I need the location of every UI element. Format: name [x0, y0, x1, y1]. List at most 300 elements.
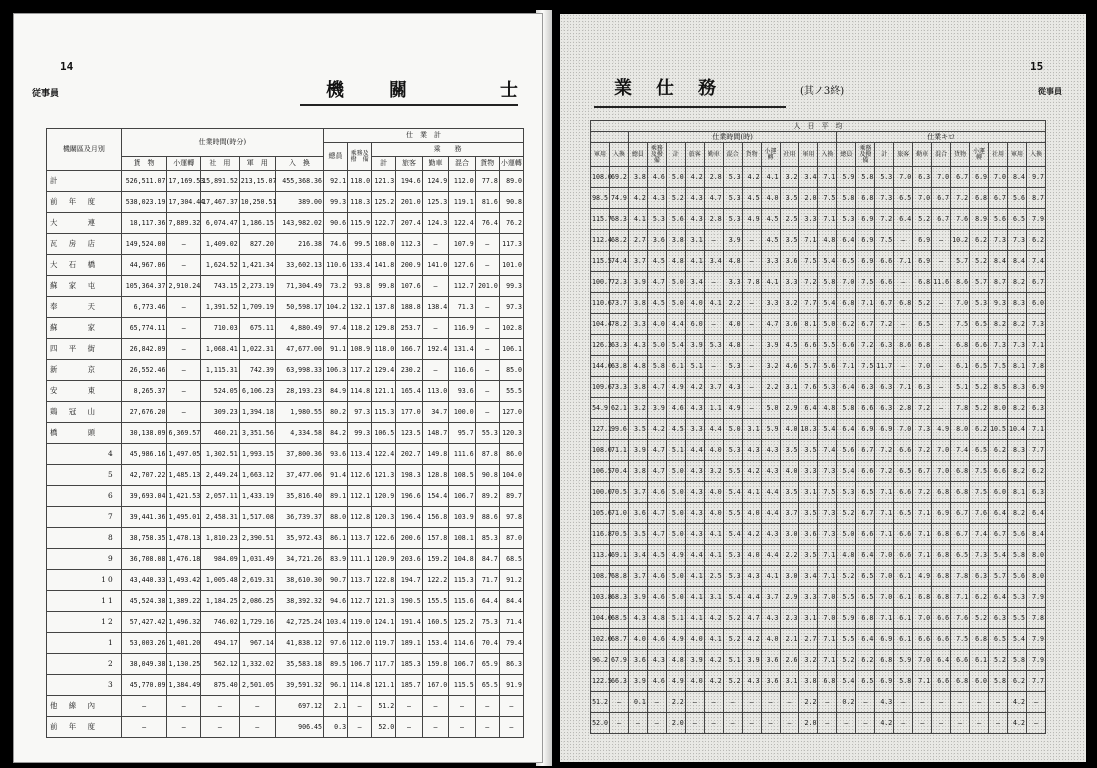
table-cell: 148.7	[422, 423, 449, 444]
table-cell: 116.9	[449, 318, 476, 339]
table-cell: 112.7	[449, 276, 476, 297]
table-cell: 4.1	[704, 545, 723, 566]
table-cell: 7.2	[799, 272, 818, 293]
table-cell: 177.0	[396, 402, 423, 423]
table-cell: 122.4	[449, 213, 476, 234]
table-cell: 2.0	[799, 188, 818, 209]
table-cell: 8.4	[1026, 524, 1045, 545]
table-cell: 5.4	[723, 524, 742, 545]
table-cell: 4.0	[780, 419, 799, 440]
table-cell: 6,106.23	[239, 381, 275, 402]
table-cell: —	[449, 717, 476, 738]
table-cell: 8.6	[894, 335, 913, 356]
table-cell: 4.1	[704, 524, 723, 545]
table-cell: 7.0	[818, 608, 837, 629]
table-row	[591, 482, 1046, 503]
table-cell: 97.3	[348, 402, 372, 423]
table-cell: 65,774.11	[121, 318, 167, 339]
table-cell: 6.3	[1026, 398, 1045, 419]
table-cell: 7.0	[875, 545, 894, 566]
table-cell: 7.5	[799, 251, 818, 272]
table-cell: 35,816.40	[275, 486, 323, 507]
row-header: 機關區及月別	[47, 129, 122, 171]
table-cell: 126.3	[591, 335, 610, 356]
table-cell: 5.8	[818, 272, 837, 293]
table-cell: 8.1	[799, 314, 818, 335]
table-cell: 5.2	[723, 671, 742, 692]
right-col-header-22: 軍用	[1007, 143, 1026, 167]
table-cell: 200.6	[396, 528, 423, 549]
col-header-time-2: 社 用	[201, 157, 240, 171]
table-cell: 8.5	[989, 377, 1008, 398]
table-cell: 83.9	[323, 549, 347, 570]
table-cell: —	[685, 692, 704, 713]
table-cell: 7.2	[875, 209, 894, 230]
table-cell: 6.4	[856, 629, 875, 650]
table-cell: 127.1	[591, 419, 610, 440]
table-cell: —	[742, 230, 761, 251]
table-row	[591, 524, 1046, 545]
table-row	[591, 566, 1046, 587]
table-cell: 4.3	[742, 566, 761, 587]
table-cell: 6.7	[951, 524, 970, 545]
table-cell: 5.4	[989, 545, 1008, 566]
table-cell: 18,117.36	[121, 213, 167, 234]
table-cell: 7.0	[913, 608, 932, 629]
table-cell: 7.3	[875, 188, 894, 209]
table-cell: 119.1	[449, 192, 476, 213]
table-cell: 6.5	[856, 671, 875, 692]
table-cell: 6.6	[856, 398, 875, 419]
table-cell: 4.6	[647, 587, 666, 608]
table-cell: 3.9	[685, 335, 704, 356]
table-cell: 4.0	[761, 629, 780, 650]
table-cell: 64.4	[475, 591, 499, 612]
table-cell: 63.3	[609, 335, 628, 356]
table-cell: —	[475, 318, 499, 339]
table-cell: —	[1026, 692, 1045, 713]
table-cell: 62.1	[609, 398, 628, 419]
table-cell: 3.3	[780, 272, 799, 293]
table-cell: 8.1	[1007, 482, 1026, 503]
table-cell: 5.5	[723, 461, 742, 482]
table-cell: 7.1	[818, 629, 837, 650]
table-cell: 5.2	[970, 398, 989, 419]
table-cell: 93.8	[348, 276, 372, 297]
table-row	[591, 167, 1046, 188]
table-cell: 7.3	[818, 503, 837, 524]
table-cell: —	[932, 713, 951, 734]
table-cell: 113.4	[348, 444, 372, 465]
table-cell: 6.1	[894, 629, 913, 650]
table-cell: 1,384.49	[167, 675, 201, 696]
table-cell: 4.2	[875, 713, 894, 734]
table-cell: —	[704, 314, 723, 335]
table-cell: 3.5	[780, 188, 799, 209]
table-cell: 7.5	[818, 482, 837, 503]
table-cell: 7.8	[951, 566, 970, 587]
table-cell: 65.9	[475, 654, 499, 675]
table-cell: 6.5	[856, 587, 875, 608]
table-cell: 36,708.08	[121, 549, 167, 570]
table-cell: 1,478.13	[167, 528, 201, 549]
table-cell: 5.9	[837, 167, 856, 188]
table-cell: 8.0	[1026, 545, 1045, 566]
table-cell: 5.9	[837, 608, 856, 629]
table-cell: 74.9	[609, 188, 628, 209]
table-cell: 5.6	[666, 209, 685, 230]
table-cell: 109.6	[591, 377, 610, 398]
table-cell: 3.6	[799, 524, 818, 545]
table-cell: 7.5	[951, 629, 970, 650]
table-cell: 4.6	[647, 629, 666, 650]
table-cell: 7.2	[913, 482, 932, 503]
table-cell: 7.1	[818, 167, 837, 188]
table-cell: 5.5	[837, 587, 856, 608]
table-cell: —	[780, 713, 799, 734]
table-cell: 2.2	[761, 377, 780, 398]
table-cell: 6.6	[894, 440, 913, 461]
table-cell: 4.2	[704, 671, 723, 692]
table-cell: 47,677.00	[275, 339, 323, 360]
table-cell: 4.7	[704, 188, 723, 209]
table-cell: 7.6	[799, 377, 818, 398]
table-cell: 6.7	[951, 503, 970, 524]
table-cell: 3.0	[780, 524, 799, 545]
col-header-duty-5: 小運轉	[499, 157, 523, 171]
table-cell: —	[951, 713, 970, 734]
table-cell: 86.0	[499, 444, 523, 465]
table-cell: 7.9	[1026, 209, 1045, 230]
table-cell: 4.6	[666, 398, 685, 419]
table-cell: 104.0	[591, 608, 610, 629]
table-cell: 6.8	[837, 293, 856, 314]
table-cell: 65.5	[475, 675, 499, 696]
table-cell: 93.6	[323, 444, 347, 465]
table-cell: 41,838.12	[275, 633, 323, 654]
table-row	[591, 209, 1046, 230]
table-cell: 2.2	[666, 692, 685, 713]
table-cell: 97.3	[499, 297, 523, 318]
table-cell: 5.4	[818, 419, 837, 440]
table-cell: 103.4	[323, 612, 347, 633]
table-cell: 3.9	[647, 398, 666, 419]
table-cell: 1,709.19	[239, 297, 275, 318]
table-cell: 4.5	[780, 335, 799, 356]
table-cell: 107.9	[449, 234, 476, 255]
table-cell: 5.6	[837, 440, 856, 461]
table-cell: 118.3	[348, 192, 372, 213]
table-row	[591, 251, 1046, 272]
table-cell: 100.0	[591, 482, 610, 503]
row-label: 5	[47, 465, 122, 486]
header-per-person: 人 日 平 均	[591, 121, 1046, 132]
table-cell: 5.8	[856, 167, 875, 188]
table-cell: 2,910.24	[167, 276, 201, 297]
table-cell: 5.3	[875, 167, 894, 188]
table-cell: 196.4	[396, 507, 423, 528]
table-cell: 1,729.16	[239, 612, 275, 633]
table-cell: 6.3	[970, 566, 989, 587]
row-label: 10	[47, 570, 122, 591]
table-cell: 108.9	[348, 339, 372, 360]
table-cell: 4.3	[685, 188, 704, 209]
table-cell: 743.15	[201, 276, 240, 297]
table-cell: 6.8	[951, 482, 970, 503]
table-cell: 4.3	[685, 524, 704, 545]
table-cell: 5.0	[666, 293, 685, 314]
table-cell: 10,250.51	[239, 192, 275, 213]
table-cell: 88.0	[323, 507, 347, 528]
table-cell: 4.7	[647, 524, 666, 545]
table-cell: 3.9	[723, 230, 742, 251]
table-cell: 3.3	[799, 461, 818, 482]
table-cell: 5.2	[970, 377, 989, 398]
col-header-time-1: 小運轉	[167, 157, 201, 171]
table-cell: 4.4	[685, 440, 704, 461]
row-label: 大 石 橋	[47, 255, 122, 276]
table-cell: 45,524.38	[121, 591, 167, 612]
table-cell: 6.7	[856, 440, 875, 461]
table-cell: 129.8	[372, 318, 396, 339]
table-cell: 3.6	[628, 650, 647, 671]
table-cell: 6.6	[875, 272, 894, 293]
table-cell: 7.0	[913, 188, 932, 209]
table-cell: 6.8	[875, 650, 894, 671]
table-cell: 4.5	[742, 188, 761, 209]
table-cell: —	[989, 713, 1008, 734]
table-cell: 5.0	[837, 524, 856, 545]
table-cell: 3.3	[761, 293, 780, 314]
table-cell: 4.2	[685, 167, 704, 188]
table-cell: 3.6	[628, 503, 647, 524]
table-cell: 3.1	[799, 608, 818, 629]
table-cell: 85.0	[499, 360, 523, 381]
table-cell: —	[167, 297, 201, 318]
table-cell: 4.3	[723, 377, 742, 398]
table-cell: 6.8	[932, 524, 951, 545]
table-cell: —	[704, 692, 723, 713]
table-cell: 6.6	[799, 335, 818, 356]
table-cell: 7.2	[875, 461, 894, 482]
table-cell: 524.05	[201, 381, 240, 402]
table-row	[47, 276, 524, 297]
table-cell: 7.5	[989, 356, 1008, 377]
table-cell: 7.1	[894, 377, 913, 398]
table-cell: 111.1	[348, 549, 372, 570]
table-cell: 7.4	[970, 524, 989, 545]
table-cell: 42,707.22	[121, 465, 167, 486]
table-cell: 6.7	[989, 524, 1008, 545]
table-cell: 37,800.36	[275, 444, 323, 465]
table-cell: 6.8	[856, 608, 875, 629]
right-col-header-row	[591, 143, 1046, 167]
table-cell: 5.2	[913, 209, 932, 230]
table-cell: 6.8	[894, 293, 913, 314]
right-col-header-15: 計	[875, 143, 894, 167]
table-cell: 87.0	[499, 528, 523, 549]
table-cell: 4.3	[761, 440, 780, 461]
table-cell: 7.0	[913, 356, 932, 377]
table-cell: 5.9	[761, 419, 780, 440]
table-cell: 6.8	[913, 272, 932, 293]
table-cell: 460.21	[201, 423, 240, 444]
table-cell: 6.0	[989, 482, 1008, 503]
table-cell: 132.1	[348, 297, 372, 318]
table-cell: 5.2	[837, 650, 856, 671]
table-cell: 201.0	[475, 276, 499, 297]
table-cell: 4.3	[761, 461, 780, 482]
table-cell: 128.8	[422, 465, 449, 486]
row-label: 鶏 冠 山	[47, 402, 122, 423]
table-cell: 137.8	[372, 297, 396, 318]
table-cell: 45,770.09	[121, 675, 167, 696]
table-cell: 116.6	[449, 360, 476, 381]
table-cell: 97.8	[499, 507, 523, 528]
table-cell: 538,023.19	[121, 192, 167, 213]
table-cell: —	[723, 692, 742, 713]
table-cell: 7.0	[818, 587, 837, 608]
table-cell: 4.0	[704, 482, 723, 503]
table-cell: 5.2	[970, 251, 989, 272]
table-cell: 1,409.02	[201, 234, 240, 255]
table-cell: 39,441.36	[121, 507, 167, 528]
table-cell: 6.3	[856, 377, 875, 398]
table-cell: 8,265.37	[121, 381, 167, 402]
table-cell: 2.2	[723, 293, 742, 314]
table-cell: —	[167, 255, 201, 276]
table-cell: 149.8	[422, 444, 449, 465]
table-cell: 104.4	[591, 314, 610, 335]
table-cell: 99.3	[348, 423, 372, 444]
table-cell: —	[894, 272, 913, 293]
table-cell: —	[818, 692, 837, 713]
table-cell: 68.5	[499, 549, 523, 570]
table-cell: 5.1	[951, 377, 970, 398]
table-cell: 185.3	[396, 654, 423, 675]
table-cell: 1,421.34	[239, 255, 275, 276]
table-cell: 4.8	[723, 251, 742, 272]
table-cell: 3.2	[761, 356, 780, 377]
table-cell: 6.1	[894, 587, 913, 608]
table-cell: 7.3	[913, 419, 932, 440]
table-cell: 4.1	[742, 482, 761, 503]
table-cell: 106.7	[449, 486, 476, 507]
right-col-header-1: 入換	[609, 143, 628, 167]
table-cell: 6.5	[894, 461, 913, 482]
table-cell: 5.0	[666, 587, 685, 608]
table-cell: 3.9	[761, 335, 780, 356]
table-cell: 3.7	[628, 566, 647, 587]
row-label: 大 連	[47, 213, 122, 234]
table-cell: 562.12	[201, 654, 240, 675]
table-cell: 309.23	[201, 402, 240, 423]
table-cell: 94.6	[323, 591, 347, 612]
table-cell: 4.7	[647, 461, 666, 482]
table-cell: —	[970, 713, 989, 734]
table-cell: 141.8	[372, 255, 396, 276]
table-cell: 90.6	[323, 213, 347, 234]
table-cell: 4.8	[723, 335, 742, 356]
table-cell: —	[913, 713, 932, 734]
table-row	[591, 440, 1046, 461]
table-cell: 112.0	[449, 171, 476, 192]
table-cell: 71.0	[609, 503, 628, 524]
table-row	[47, 234, 524, 255]
group-header-time: 仕業時間(時分)	[121, 129, 323, 157]
table-cell: 3.7	[780, 503, 799, 524]
table-cell: 63.8	[609, 356, 628, 377]
table-cell: 6.9	[932, 503, 951, 524]
row-label: 奉 天	[47, 297, 122, 318]
table-cell: 104.0	[499, 465, 523, 486]
table-cell: 3,351.56	[239, 423, 275, 444]
table-cell: 7.6	[970, 503, 989, 524]
table-cell: 6.6	[837, 335, 856, 356]
table-cell: 39,591.32	[275, 675, 323, 696]
table-cell: 73.7	[609, 293, 628, 314]
table-cell: 81.6	[475, 192, 499, 213]
table-row	[47, 654, 524, 675]
table-cell: 5.2	[723, 629, 742, 650]
table-cell: 129.4	[372, 360, 396, 381]
col-header-total: 總員	[323, 143, 347, 171]
right-col-header-4: 計	[666, 143, 685, 167]
table-cell: 68.8	[609, 566, 628, 587]
table-cell: 127.6	[449, 255, 476, 276]
table-cell: 7.0	[875, 587, 894, 608]
table-cell: 17,304.44	[167, 192, 201, 213]
table-cell: 5.0	[647, 335, 666, 356]
table-cell: 4.9	[666, 545, 685, 566]
table-cell: 90.7	[323, 570, 347, 591]
table-cell: 6.9	[875, 629, 894, 650]
table-cell: 79.4	[499, 633, 523, 654]
table-cell: 2,057.11	[201, 486, 240, 507]
table-cell: 1,493.42	[167, 570, 201, 591]
table-cell: 7.2	[913, 440, 932, 461]
table-cell: 1,485.13	[167, 465, 201, 486]
table-row	[591, 419, 1046, 440]
table-cell: 7,889.32	[167, 213, 201, 234]
table-cell: 4.1	[685, 608, 704, 629]
table-row	[47, 549, 524, 570]
table-cell: 1,980.55	[275, 402, 323, 423]
table-cell: 112.0	[348, 633, 372, 654]
table-cell: 7.8	[742, 272, 761, 293]
section-tag-left: 従事員	[32, 89, 60, 99]
table-cell: 5.5	[723, 503, 742, 524]
table-cell: —	[239, 717, 275, 738]
table-cell: 7.3	[970, 545, 989, 566]
table-cell: 110.6	[591, 293, 610, 314]
table-cell: —	[348, 717, 372, 738]
table-cell: 2,449.24	[201, 465, 240, 486]
table-cell: 1,391.52	[201, 297, 240, 318]
table-cell: 68.3	[609, 587, 628, 608]
table-cell: 2.7	[799, 629, 818, 650]
table-cell: 33,602.13	[275, 255, 323, 276]
row-label: 四 平 街	[47, 339, 122, 360]
table-cell: 6.5	[970, 440, 989, 461]
table-cell: 138.4	[422, 297, 449, 318]
row-label: 瓦 房 店	[47, 234, 122, 255]
table-row	[591, 671, 1046, 692]
table-cell: 201.0	[396, 192, 423, 213]
table-cell: 71,304.49	[275, 276, 323, 297]
row-label: 8	[47, 528, 122, 549]
table-row	[47, 171, 524, 192]
